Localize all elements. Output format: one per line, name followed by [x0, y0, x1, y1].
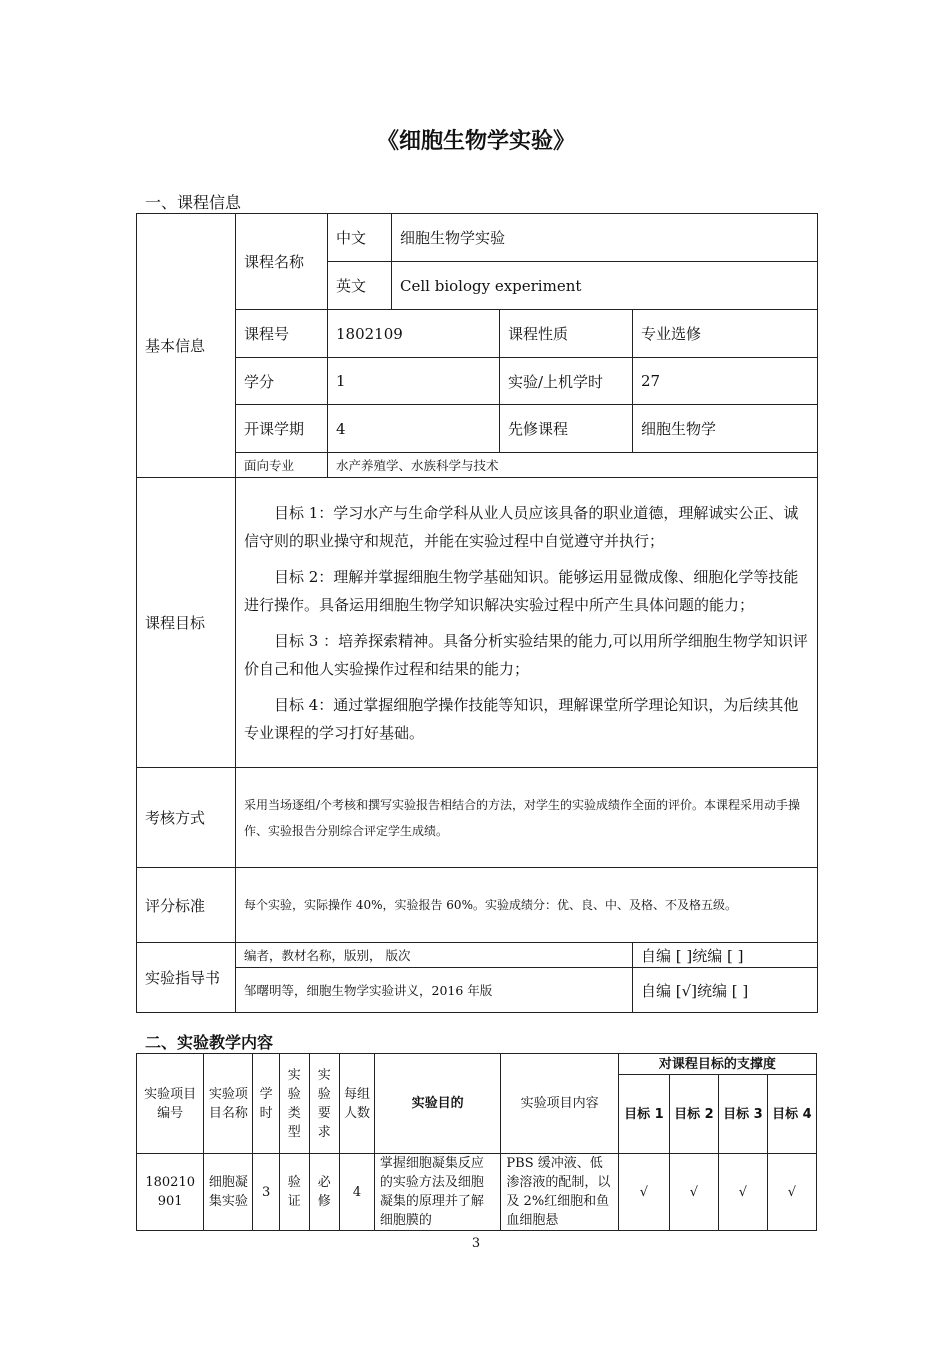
row-type: 验证	[279, 1154, 309, 1231]
goal-1: 目标 1：学习水产与生命学科从业人员应该具备的职业道德，理解诚实公正、诚信守则的职业操守和规范，并能在实验过程中自觉遵守并执行；	[244, 503, 799, 550]
course-info-table	[136, 213, 818, 1013]
nature-label: 课程性质	[500, 310, 633, 358]
header-goal-3: 目标 3	[718, 1075, 767, 1154]
header-purpose: 实验目的	[374, 1054, 501, 1154]
row-goal-2: √	[669, 1154, 718, 1231]
assess-label: 考核方式	[137, 768, 236, 868]
section-heading-course-info: 一、课程信息	[145, 193, 242, 212]
goal-4: 目标 4：通过掌握细胞学操作技能等知识，理解课堂所学理论知识，为后续其他专业课程的学习打好基础。	[244, 695, 799, 742]
term-value: 4	[328, 405, 500, 453]
major-label: 面向专业	[236, 453, 328, 478]
header-req: 实验要求	[309, 1054, 340, 1154]
goal-3: 目标 3 ：培养探索精神。具备分析实验结果的能力,可以用所学细胞生物学知识评价自己和他人实验操作过程和结果的能力；	[244, 631, 808, 678]
nature-value: 专业选修	[633, 310, 818, 358]
row-hours: 3	[253, 1154, 280, 1231]
row-content: PBS 缓冲液、低渗溶液的配制，以及 2%红细胞和鱼血细胞悬	[501, 1154, 618, 1231]
row-purpose: 掌握细胞凝集反应的实验方法及细胞凝集的原理并了解细胞膜的	[374, 1154, 501, 1231]
header-support: 对课程目标的支撑度	[618, 1054, 816, 1075]
row-goal-1: √	[618, 1154, 669, 1231]
row-goal-3: √	[718, 1154, 767, 1231]
table-row	[137, 1154, 817, 1231]
header-type: 实验类型	[279, 1054, 309, 1154]
row-req: 必修	[309, 1154, 340, 1231]
row-goal-4: √	[767, 1154, 816, 1231]
cn-label: 中文	[328, 214, 392, 262]
prereq-value: 细胞生物学	[633, 405, 818, 453]
header-goal-4: 目标 4	[767, 1075, 816, 1154]
en-label: 英文	[328, 262, 392, 310]
row-name: 细胞凝集实验	[204, 1154, 253, 1231]
major-value: 水产养殖学、水族科学与技术	[328, 453, 818, 478]
page-title: 《细胞生物学实验》	[376, 129, 575, 154]
header-name: 实验项目名称	[204, 1054, 253, 1154]
term-label: 开课学期	[236, 405, 328, 453]
header-group: 每组人数	[340, 1054, 375, 1154]
course-no-label: 课程号	[236, 310, 328, 358]
guide-value-right: 自编 [√]统编 [ ]	[633, 968, 818, 1013]
cn-value: 细胞生物学实验	[392, 214, 818, 262]
prereq-label: 先修课程	[500, 405, 633, 453]
assess-value: 采用当场逐组/个考核和撰写实验报告相结合的方法，对学生的实验成绩作全面的评价。本课程采用动手操作、实验报告分别综合评定学生成绩。	[236, 768, 818, 868]
header-id: 实验项目编号	[137, 1054, 204, 1154]
hours-label: 实验/上机学时	[500, 358, 633, 405]
header-content: 实验项目内容	[501, 1054, 618, 1154]
goals-label: 课程目标	[137, 478, 236, 768]
guide-header-right: 自编 [ ]统编 [ ]	[633, 943, 818, 968]
section-heading-experiments: 二、实验教学内容	[145, 1033, 274, 1052]
header-hours: 学时	[253, 1054, 280, 1154]
grading-value: 每个实验，实际操作 40%，实验报告 60%。实验成绩分：优、良、中、及格、不及格五级。	[236, 868, 818, 943]
header-goal-2: 目标 2	[669, 1075, 718, 1154]
page-number: 3	[471, 1236, 481, 1251]
grading-label: 评分标准	[137, 868, 236, 943]
guide-label: 实验指导书	[137, 943, 236, 1013]
course-no-value: 1802109	[328, 310, 500, 358]
credit-value: 1	[328, 358, 500, 405]
credit-label: 学分	[236, 358, 328, 405]
hours-value: 27	[633, 358, 818, 405]
guide-value: 邹曙明等，细胞生物学实验讲义，2016 年版	[236, 968, 633, 1013]
goal-2: 目标 2：理解并掌握细胞生物学基础知识。能够运用显微成像、细胞化学等技能进行操作。具备运用细胞生物学知识解决实验过程中所产生具体问题的能力；	[244, 567, 799, 614]
goals-cell	[236, 478, 818, 768]
row-group: 4	[340, 1154, 375, 1231]
row-id: 180210 901	[137, 1154, 204, 1231]
basic-info-label: 基本信息	[137, 214, 236, 478]
en-value: Cell biology experiment	[392, 262, 818, 310]
guide-header: 编者，教材名称，版别， 版次	[236, 943, 633, 968]
course-name-label: 课程名称	[236, 214, 328, 310]
experiment-table	[136, 1053, 817, 1231]
header-goal-1: 目标 1	[618, 1075, 669, 1154]
